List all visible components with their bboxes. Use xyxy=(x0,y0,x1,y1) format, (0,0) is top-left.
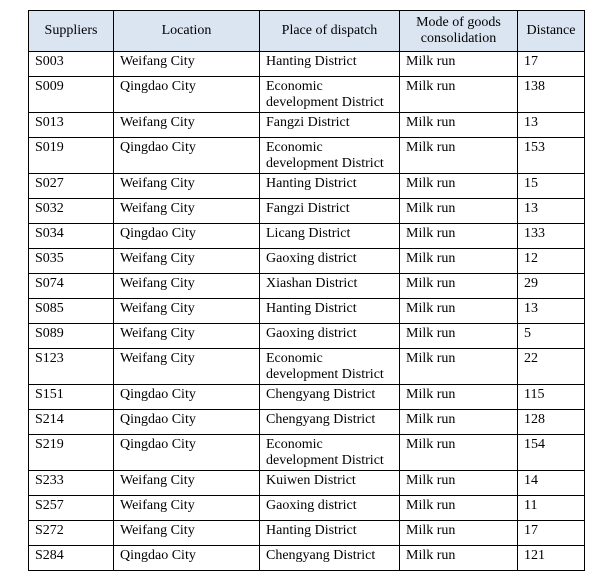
cell-supplier-id: S034 xyxy=(29,224,114,249)
cell-distance: 15 xyxy=(518,174,585,199)
cell-place-of-dispatch: Hanting District xyxy=(260,299,400,324)
suppliers-table xyxy=(28,10,585,571)
cell-supplier-id: S085 xyxy=(29,299,114,324)
cell-supplier-id: S032 xyxy=(29,199,114,224)
cell-place-of-dispatch: Gaoxing district xyxy=(260,324,400,349)
cell-distance: 153 xyxy=(518,138,585,174)
cell-location: Weifang City xyxy=(114,249,260,274)
cell-supplier-id: S019 xyxy=(29,138,114,174)
table-row xyxy=(29,138,585,174)
cell-supplier-id: S123 xyxy=(29,349,114,385)
cell-supplier-id: S013 xyxy=(29,113,114,138)
table-row xyxy=(29,471,585,496)
table-row xyxy=(29,174,585,199)
cell-consolidation-mode: Milk run xyxy=(400,113,518,138)
cell-supplier-id: S074 xyxy=(29,274,114,299)
cell-consolidation-mode: Milk run xyxy=(400,410,518,435)
table-row xyxy=(29,249,585,274)
cell-supplier-id: S151 xyxy=(29,385,114,410)
table-row xyxy=(29,77,585,113)
cell-consolidation-mode: Milk run xyxy=(400,385,518,410)
cell-distance: 29 xyxy=(518,274,585,299)
cell-distance: 121 xyxy=(518,546,585,571)
cell-consolidation-mode: Milk run xyxy=(400,521,518,546)
cell-distance: 14 xyxy=(518,471,585,496)
cell-place-of-dispatch: Gaoxing district xyxy=(260,496,400,521)
cell-location: Weifang City xyxy=(114,274,260,299)
cell-distance: 128 xyxy=(518,410,585,435)
cell-supplier-id: S233 xyxy=(29,471,114,496)
cell-consolidation-mode: Milk run xyxy=(400,299,518,324)
cell-location: Qingdao City xyxy=(114,385,260,410)
cell-supplier-id: S027 xyxy=(29,174,114,199)
cell-supplier-id: S003 xyxy=(29,52,114,77)
cell-place-of-dispatch: Licang District xyxy=(260,224,400,249)
cell-location: Qingdao City xyxy=(114,224,260,249)
table-row xyxy=(29,299,585,324)
table-row xyxy=(29,324,585,349)
cell-consolidation-mode: Milk run xyxy=(400,249,518,274)
table-row xyxy=(29,274,585,299)
cell-location: Qingdao City xyxy=(114,546,260,571)
cell-location: Qingdao City xyxy=(114,138,260,174)
table-row xyxy=(29,349,585,385)
table-row xyxy=(29,496,585,521)
cell-place-of-dispatch: Hanting District xyxy=(260,52,400,77)
cell-location: Weifang City xyxy=(114,349,260,385)
cell-distance: 5 xyxy=(518,324,585,349)
cell-distance: 138 xyxy=(518,77,585,113)
header-row xyxy=(29,11,585,52)
cell-supplier-id: S035 xyxy=(29,249,114,274)
cell-location: Qingdao City xyxy=(114,435,260,471)
cell-place-of-dispatch: Chengyang District xyxy=(260,410,400,435)
cell-consolidation-mode: Milk run xyxy=(400,324,518,349)
cell-location: Qingdao City xyxy=(114,410,260,435)
table-row xyxy=(29,435,585,471)
cell-distance: 17 xyxy=(518,521,585,546)
cell-distance: 13 xyxy=(518,113,585,138)
cell-consolidation-mode: Milk run xyxy=(400,224,518,249)
cell-distance: 154 xyxy=(518,435,585,471)
cell-place-of-dispatch: Kuiwen District xyxy=(260,471,400,496)
col-header-distance: Distance xyxy=(518,11,585,52)
cell-consolidation-mode: Milk run xyxy=(400,174,518,199)
cell-consolidation-mode: Milk run xyxy=(400,546,518,571)
cell-place-of-dispatch: Gaoxing district xyxy=(260,249,400,274)
cell-location: Weifang City xyxy=(114,521,260,546)
cell-location: Weifang City xyxy=(114,471,260,496)
table-row xyxy=(29,385,585,410)
cell-distance: 115 xyxy=(518,385,585,410)
cell-place-of-dispatch: Fangzi District xyxy=(260,199,400,224)
cell-supplier-id: S284 xyxy=(29,546,114,571)
col-header-consolidation-mode: Mode of goods consolidation xyxy=(400,11,518,52)
col-header-place-of-dispatch: Place of dispatch xyxy=(260,11,400,52)
cell-distance: 133 xyxy=(518,224,585,249)
cell-place-of-dispatch: Chengyang District xyxy=(260,546,400,571)
table-row xyxy=(29,52,585,77)
cell-consolidation-mode: Milk run xyxy=(400,349,518,385)
cell-place-of-dispatch: Chengyang District xyxy=(260,385,400,410)
col-header-suppliers: Suppliers xyxy=(29,11,114,52)
cell-location: Weifang City xyxy=(114,199,260,224)
cell-location: Weifang City xyxy=(114,496,260,521)
cell-place-of-dispatch: Economic development District xyxy=(260,349,400,385)
cell-consolidation-mode: Milk run xyxy=(400,496,518,521)
cell-supplier-id: S272 xyxy=(29,521,114,546)
cell-supplier-id: S009 xyxy=(29,77,114,113)
cell-consolidation-mode: Milk run xyxy=(400,199,518,224)
table-row xyxy=(29,546,585,571)
cell-supplier-id: S257 xyxy=(29,496,114,521)
cell-supplier-id: S219 xyxy=(29,435,114,471)
cell-consolidation-mode: Milk run xyxy=(400,138,518,174)
cell-supplier-id: S089 xyxy=(29,324,114,349)
cell-place-of-dispatch: Fangzi District xyxy=(260,113,400,138)
table-row xyxy=(29,199,585,224)
cell-consolidation-mode: Milk run xyxy=(400,471,518,496)
table-row xyxy=(29,224,585,249)
cell-location: Qingdao City xyxy=(114,77,260,113)
cell-location: Weifang City xyxy=(114,324,260,349)
table-row xyxy=(29,410,585,435)
cell-distance: 17 xyxy=(518,52,585,77)
cell-place-of-dispatch: Economic development District xyxy=(260,435,400,471)
cell-consolidation-mode: Milk run xyxy=(400,274,518,299)
cell-distance: 13 xyxy=(518,199,585,224)
cell-distance: 13 xyxy=(518,299,585,324)
cell-location: Weifang City xyxy=(114,174,260,199)
cell-location: Weifang City xyxy=(114,52,260,77)
cell-consolidation-mode: Milk run xyxy=(400,435,518,471)
cell-consolidation-mode: Milk run xyxy=(400,52,518,77)
cell-distance: 22 xyxy=(518,349,585,385)
cell-place-of-dispatch: Economic development District xyxy=(260,77,400,113)
cell-consolidation-mode: Milk run xyxy=(400,77,518,113)
cell-place-of-dispatch: Hanting District xyxy=(260,174,400,199)
cell-place-of-dispatch: Hanting District xyxy=(260,521,400,546)
cell-place-of-dispatch: Economic development District xyxy=(260,138,400,174)
cell-distance: 11 xyxy=(518,496,585,521)
cell-location: Weifang City xyxy=(114,113,260,138)
table-row xyxy=(29,113,585,138)
cell-supplier-id: S214 xyxy=(29,410,114,435)
cell-distance: 12 xyxy=(518,249,585,274)
cell-location: Weifang City xyxy=(114,299,260,324)
table-row xyxy=(29,521,585,546)
col-header-location: Location xyxy=(114,11,260,52)
cell-place-of-dispatch: Xiashan District xyxy=(260,274,400,299)
